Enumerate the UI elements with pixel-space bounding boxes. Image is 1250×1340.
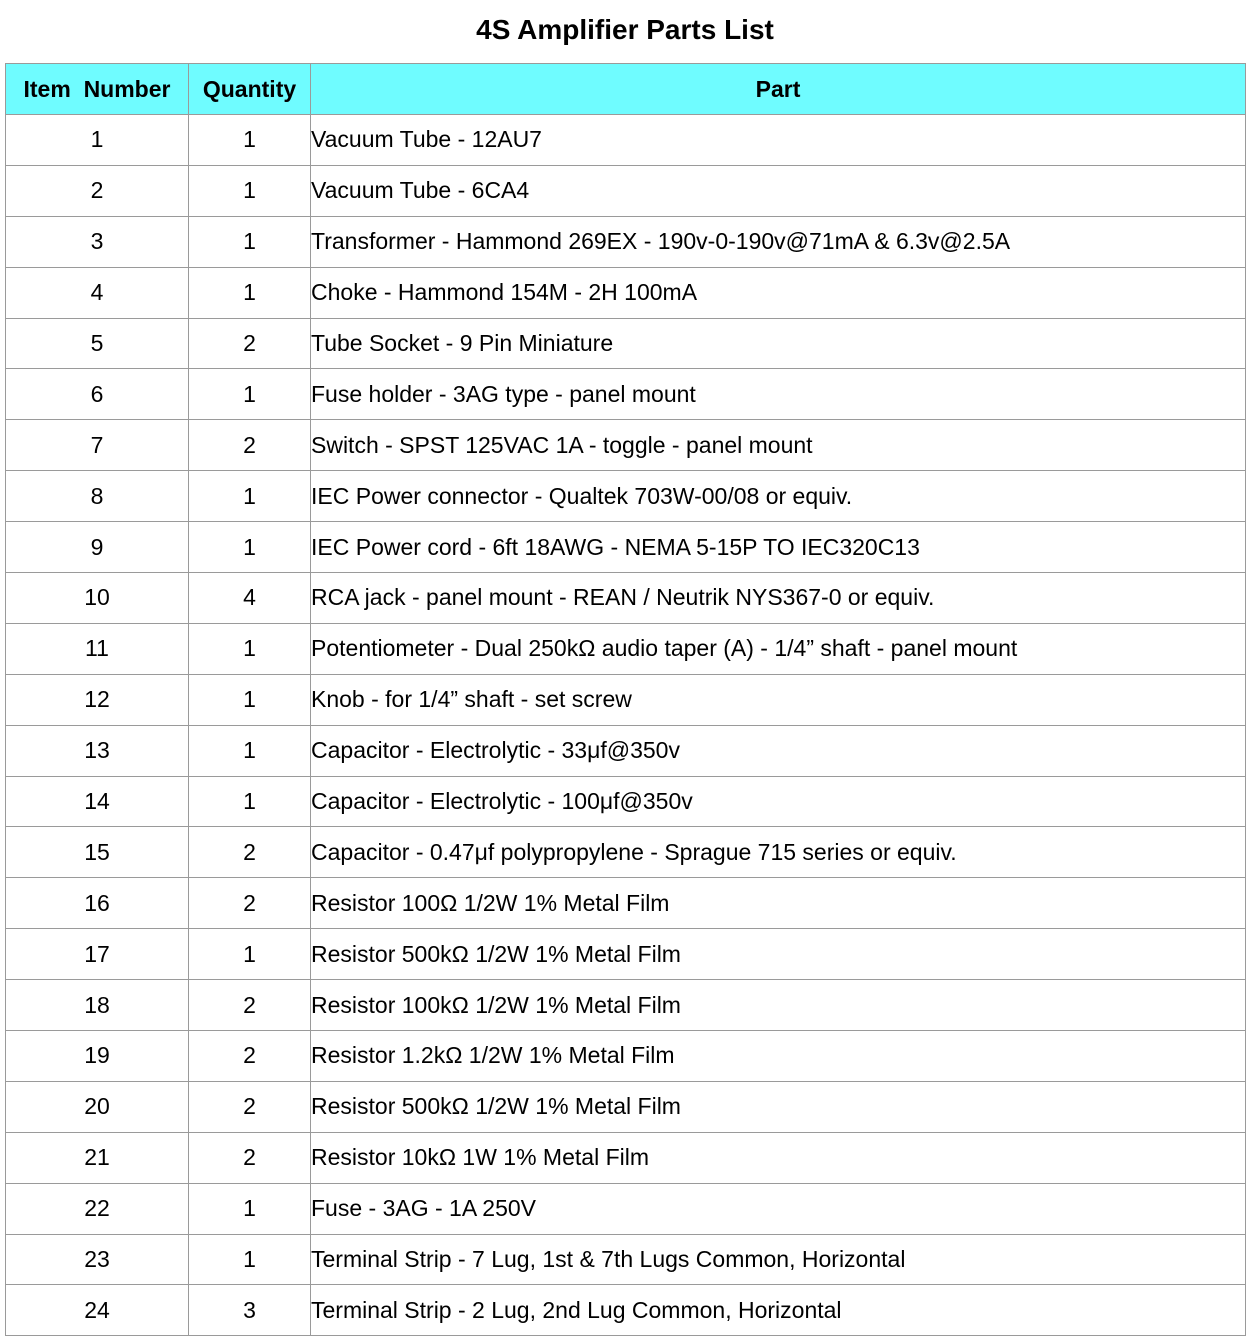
quantity-cell: 1 <box>189 725 311 776</box>
quantity-cell: 2 <box>189 1081 311 1132</box>
part-description-cell: Switch - SPST 125VAC 1A - toggle - panel mount <box>311 420 1246 471</box>
table-row <box>6 216 1246 267</box>
table-row <box>6 929 1246 980</box>
table-row <box>6 420 1246 471</box>
table-header-row <box>6 64 1246 115</box>
part-description-cell: Knob - for 1/4” shaft - set screw <box>311 674 1246 725</box>
part-description-cell: Vacuum Tube - 6CA4 <box>311 165 1246 216</box>
table-row <box>6 1132 1246 1183</box>
table-row <box>6 980 1246 1031</box>
part-description-cell: Potentiometer - Dual 250kΩ audio taper (A) - 1/4” shaft - panel mount <box>311 623 1246 674</box>
part-description-cell: Fuse - 3AG - 1A 250V <box>311 1183 1246 1234</box>
part-description-cell: Terminal Strip - 2 Lug, 2nd Lug Common, Horizontal <box>311 1285 1246 1336</box>
table-row <box>6 878 1246 929</box>
item-number-cell: 24 <box>6 1285 189 1336</box>
item-number-cell: 19 <box>6 1031 189 1082</box>
item-number-cell: 14 <box>6 776 189 827</box>
quantity-cell: 2 <box>189 980 311 1031</box>
parts-table <box>5 63 1246 1336</box>
quantity-cell: 1 <box>189 674 311 725</box>
part-description-cell: Choke - Hammond 154M - 2H 100mA <box>311 267 1246 318</box>
part-description-cell: Resistor 100kΩ 1/2W 1% Metal Film <box>311 980 1246 1031</box>
quantity-cell: 2 <box>189 1031 311 1082</box>
quantity-cell: 1 <box>189 267 311 318</box>
item-number-cell: 15 <box>6 827 189 878</box>
part-description-cell: Resistor 100Ω 1/2W 1% Metal Film <box>311 878 1246 929</box>
quantity-cell: 2 <box>189 878 311 929</box>
item-number-cell: 20 <box>6 1081 189 1132</box>
table-row <box>6 1031 1246 1082</box>
quantity-cell: 2 <box>189 827 311 878</box>
table-row <box>6 776 1246 827</box>
page-title: 4S Amplifier Parts List <box>476 14 774 45</box>
item-number-cell: 3 <box>6 216 189 267</box>
quantity-cell: 2 <box>189 420 311 471</box>
quantity-cell: 1 <box>189 929 311 980</box>
item-number-cell: 21 <box>6 1132 189 1183</box>
part-description-cell: Resistor 500kΩ 1/2W 1% Metal Film <box>311 929 1246 980</box>
item-number-cell: 16 <box>6 878 189 929</box>
quantity-cell: 3 <box>189 1285 311 1336</box>
table-row <box>6 1234 1246 1285</box>
quantity-cell: 1 <box>189 115 311 166</box>
column-header-quantity: Quantity <box>189 64 311 115</box>
part-description-cell: RCA jack - panel mount - REAN / Neutrik NYS367-0 or equiv. <box>311 573 1246 624</box>
table-row <box>6 369 1246 420</box>
part-description-cell: Resistor 1.2kΩ 1/2W 1% Metal Film <box>311 1031 1246 1082</box>
table-body <box>6 115 1246 1336</box>
part-description-cell: Terminal Strip - 7 Lug, 1st & 7th Lugs Common, Horizontal <box>311 1234 1246 1285</box>
item-number-cell: 11 <box>6 623 189 674</box>
quantity-cell: 1 <box>189 522 311 573</box>
item-number-cell: 17 <box>6 929 189 980</box>
item-number-cell: 23 <box>6 1234 189 1285</box>
item-number-cell: 4 <box>6 267 189 318</box>
table-row <box>6 725 1246 776</box>
part-description-cell: Resistor 10kΩ 1W 1% Metal Film <box>311 1132 1246 1183</box>
part-description-cell: Capacitor - Electrolytic - 33μf@350v <box>311 725 1246 776</box>
quantity-cell: 4 <box>189 573 311 624</box>
item-number-cell: 10 <box>6 573 189 624</box>
table-row <box>6 1081 1246 1132</box>
part-description-cell: Capacitor - Electrolytic - 100μf@350v <box>311 776 1246 827</box>
item-number-cell: 9 <box>6 522 189 573</box>
quantity-cell: 1 <box>189 165 311 216</box>
table-row <box>6 471 1246 522</box>
item-number-cell: 12 <box>6 674 189 725</box>
item-number-cell: 18 <box>6 980 189 1031</box>
item-number-cell: 22 <box>6 1183 189 1234</box>
quantity-cell: 1 <box>189 369 311 420</box>
table-row <box>6 827 1246 878</box>
column-header-part: Part <box>311 64 1246 115</box>
table-row <box>6 318 1246 369</box>
quantity-cell: 1 <box>189 1183 311 1234</box>
table-row <box>6 165 1246 216</box>
column-header-item-number: Item Number <box>6 64 189 115</box>
table-row <box>6 522 1246 573</box>
item-number-cell: 2 <box>6 165 189 216</box>
table-row <box>6 1285 1246 1336</box>
table-row <box>6 267 1246 318</box>
item-number-cell: 8 <box>6 471 189 522</box>
table-row <box>6 115 1246 166</box>
part-description-cell: Tube Socket - 9 Pin Miniature <box>311 318 1246 369</box>
quantity-cell: 2 <box>189 1132 311 1183</box>
part-description-cell: IEC Power cord - 6ft 18AWG - NEMA 5-15P TO IEC320C13 <box>311 522 1246 573</box>
part-description-cell: IEC Power connector - Qualtek 703W-00/08 or equiv. <box>311 471 1246 522</box>
quantity-cell: 1 <box>189 1234 311 1285</box>
quantity-cell: 1 <box>189 623 311 674</box>
quantity-cell: 1 <box>189 776 311 827</box>
table-row <box>6 573 1246 624</box>
part-description-cell: Fuse holder - 3AG type - panel mount <box>311 369 1246 420</box>
item-number-cell: 6 <box>6 369 189 420</box>
part-description-cell: Transformer - Hammond 269EX - 190v-0-190v@71mA & 6.3v@2.5A <box>311 216 1246 267</box>
quantity-cell: 1 <box>189 471 311 522</box>
item-number-cell: 13 <box>6 725 189 776</box>
part-description-cell: Resistor 500kΩ 1/2W 1% Metal Film <box>311 1081 1246 1132</box>
quantity-cell: 1 <box>189 216 311 267</box>
part-description-cell: Capacitor - 0.47μf polypropylene - Sprague 715 series or equiv. <box>311 827 1246 878</box>
item-number-cell: 1 <box>6 115 189 166</box>
item-number-cell: 7 <box>6 420 189 471</box>
table-row <box>6 674 1246 725</box>
table-row <box>6 1183 1246 1234</box>
item-number-cell: 5 <box>6 318 189 369</box>
quantity-cell: 2 <box>189 318 311 369</box>
part-description-cell: Vacuum Tube - 12AU7 <box>311 115 1246 166</box>
table-row <box>6 623 1246 674</box>
